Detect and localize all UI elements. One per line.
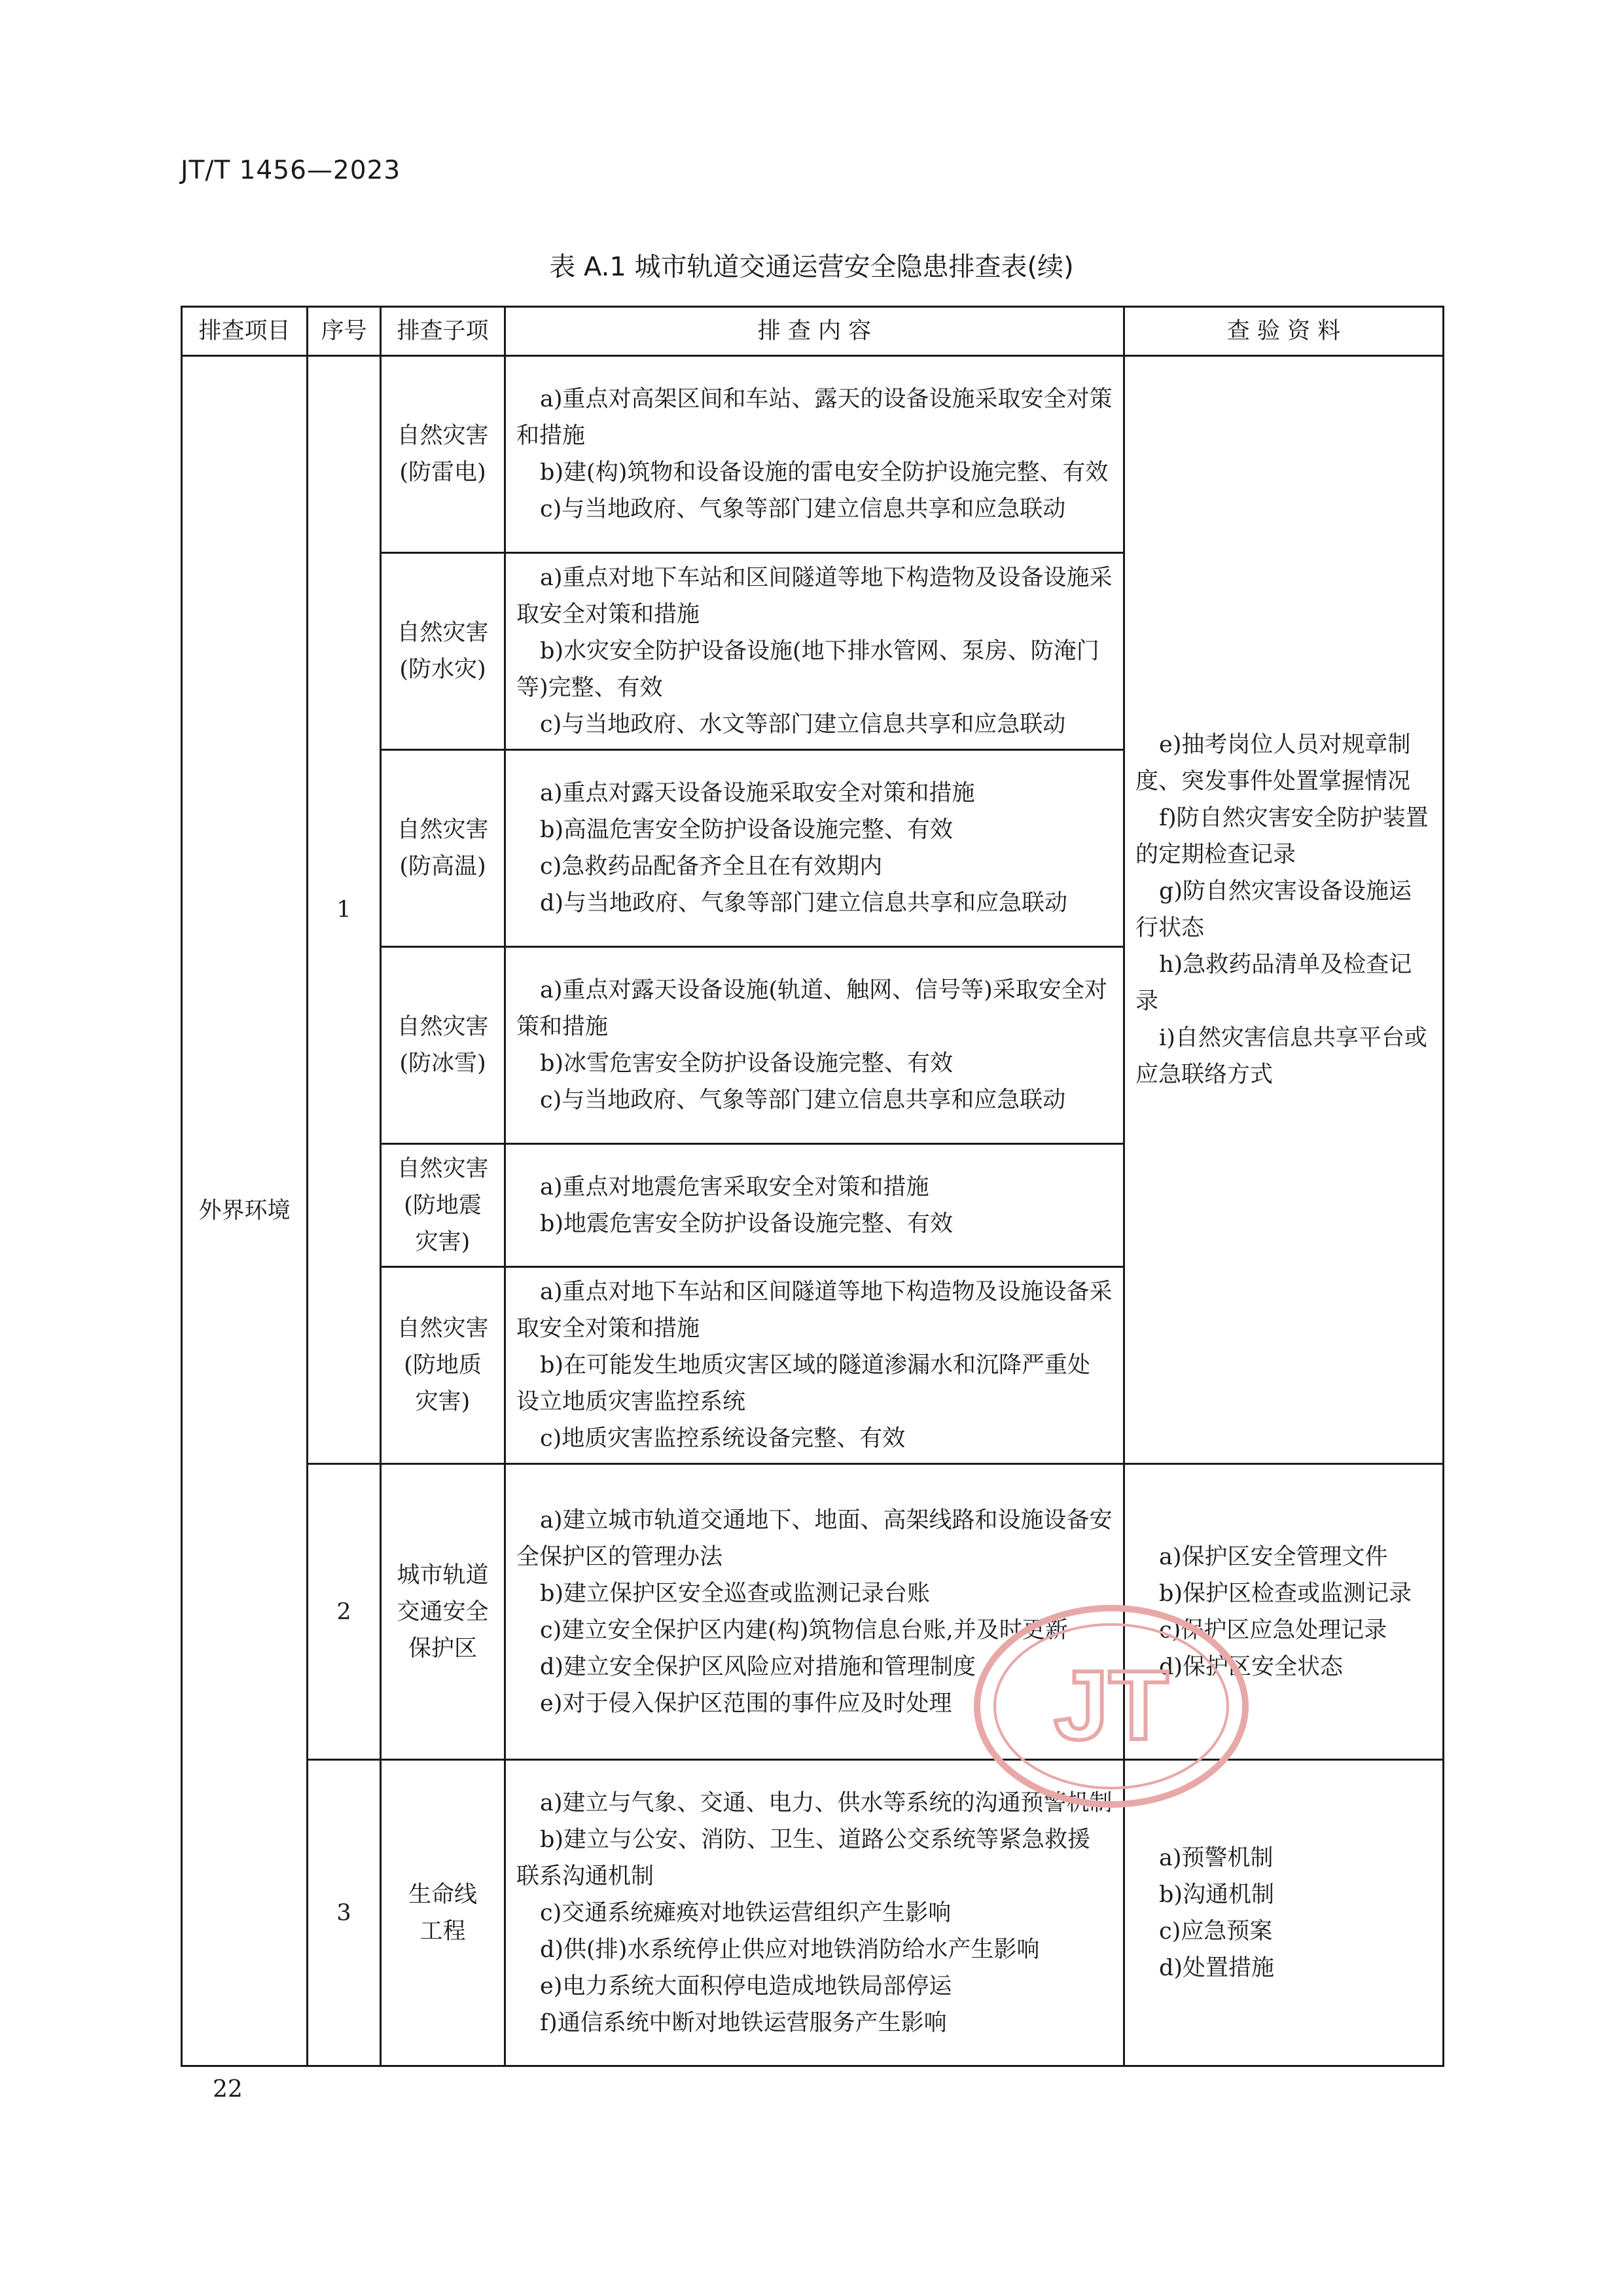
- seq-cell: 2: [308, 1464, 381, 1760]
- table-row: [182, 1760, 1444, 2066]
- inspection-table: [181, 306, 1444, 2067]
- page-number: 22: [213, 2076, 243, 2103]
- sub-item-cell: 自然灾害 (防地质 灾害): [381, 1267, 505, 1464]
- table-row: [182, 1464, 1444, 1760]
- sub-item-cell: 城市轨道 交通安全 保护区: [381, 1464, 505, 1760]
- svg-text:JT: JT: [1054, 1650, 1169, 1760]
- sub-item-cell: 自然灾害 (防冰雪): [381, 947, 505, 1144]
- materials-cell: a)预警机制 b)沟通机制 c)应急预案 d)处置措施: [1124, 1760, 1444, 2066]
- content-cell: a)重点对地震危害采取安全对策和措施 b)地震危害安全防护设备设施完整、有效: [505, 1144, 1124, 1267]
- sub-item-cell: 自然灾害 (防雷电): [381, 356, 505, 553]
- header-category: 排查项目: [182, 307, 308, 356]
- table-header-row: [182, 307, 1444, 356]
- content-cell: a)建立与气象、交通、电力、供水等系统的沟通预警机制 b)建立与公安、消防、卫生、道路公交系统等紧急救援联系沟通机制 c)交通系统瘫痪对地铁运营组织产生影响 d)供(排)水系统停止供应对地铁消防给水产生影响 e)电力系统大面积停电造成地铁局部停运 f)通信系统中断对地铁运营服务产生影响: [505, 1760, 1124, 2066]
- content-cell: a)建立城市轨道交通地下、地面、高架线路和设施设备安全保护区的管理办法 b)建立保护区安全巡查或监测记录台账 c)建立安全保护区内建(构)筑物信息台账,并及时更新 d)建立安全保护区风险应对措施和管理制度 e)对于侵入保护区范围的事件应及时处理: [505, 1464, 1124, 1760]
- table-row: [182, 356, 1444, 553]
- content-cell: a)重点对地下车站和区间隧道等地下构造物及设备设施采取安全对策和措施 b)水灾安全防护设备设施(地下排水管网、泵房、防淹门等)完整、有效 c)与当地政府、水文等部门建立信息共享和应急联动: [505, 553, 1124, 750]
- sub-item-cell: 自然灾害 (防水灾): [381, 553, 505, 750]
- header-sub-item: 排查子项: [381, 307, 505, 356]
- seq-cell: 3: [308, 1760, 381, 2066]
- header-materials: 查 验 资 料: [1124, 307, 1444, 356]
- materials-cell: a)保护区安全管理文件 b)保护区检查或监测记录 c)保护区应急处理记录 d)保护区安全状态: [1124, 1464, 1444, 1760]
- category-cell: 外界环境: [182, 356, 308, 2066]
- standard-code: JT/T 1456—2023: [181, 156, 401, 185]
- header-content: 排 查 内 容: [505, 307, 1124, 356]
- header-seq: 序号: [308, 307, 381, 356]
- content-cell: a)重点对露天设备设施采取安全对策和措施 b)高温危害安全防护设备设施完整、有效 c)急救药品配备齐全且在有效期内 d)与当地政府、气象等部门建立信息共享和应急联动: [505, 750, 1124, 947]
- table-title: 表 A.1 城市轨道交通运营安全隐患排查表(续): [549, 252, 1074, 282]
- materials-cell: e)抽考岗位人员对规章制度、突发事件处置掌握情况 f)防自然灾害安全防护装置的定期检查记录 g)防自然灾害设备设施运行状态 h)急救药品清单及检查记录 i)自然灾害信息共享平台或应急联络方式: [1124, 356, 1444, 1464]
- seq-cell: 1: [308, 356, 381, 1464]
- sub-item-cell: 生命线 工程: [381, 1760, 505, 2066]
- content-cell: a)重点对地下车站和区间隧道等地下构造物及设施设备采取安全对策和措施 b)在可能发生地质灾害区域的隧道渗漏水和沉降严重处设立地质灾害监控系统 c)地质灾害监控系统设备完整、有效: [505, 1267, 1124, 1464]
- content-cell: a)重点对高架区间和车站、露天的设备设施采取安全对策和措施 b)建(构)筑物和设备设施的雷电安全防护设施完整、有效 c)与当地政府、气象等部门建立信息共享和应急联动: [505, 356, 1124, 553]
- content-cell: a)重点对露天设备设施(轨道、触网、信号等)采取安全对策和措施 b)冰雪危害安全防护设备设施完整、有效 c)与当地政府、气象等部门建立信息共享和应急联动: [505, 947, 1124, 1144]
- sub-item-cell: 自然灾害 (防高温): [381, 750, 505, 947]
- sub-item-cell: 自然灾害 (防地震 灾害): [381, 1144, 505, 1267]
